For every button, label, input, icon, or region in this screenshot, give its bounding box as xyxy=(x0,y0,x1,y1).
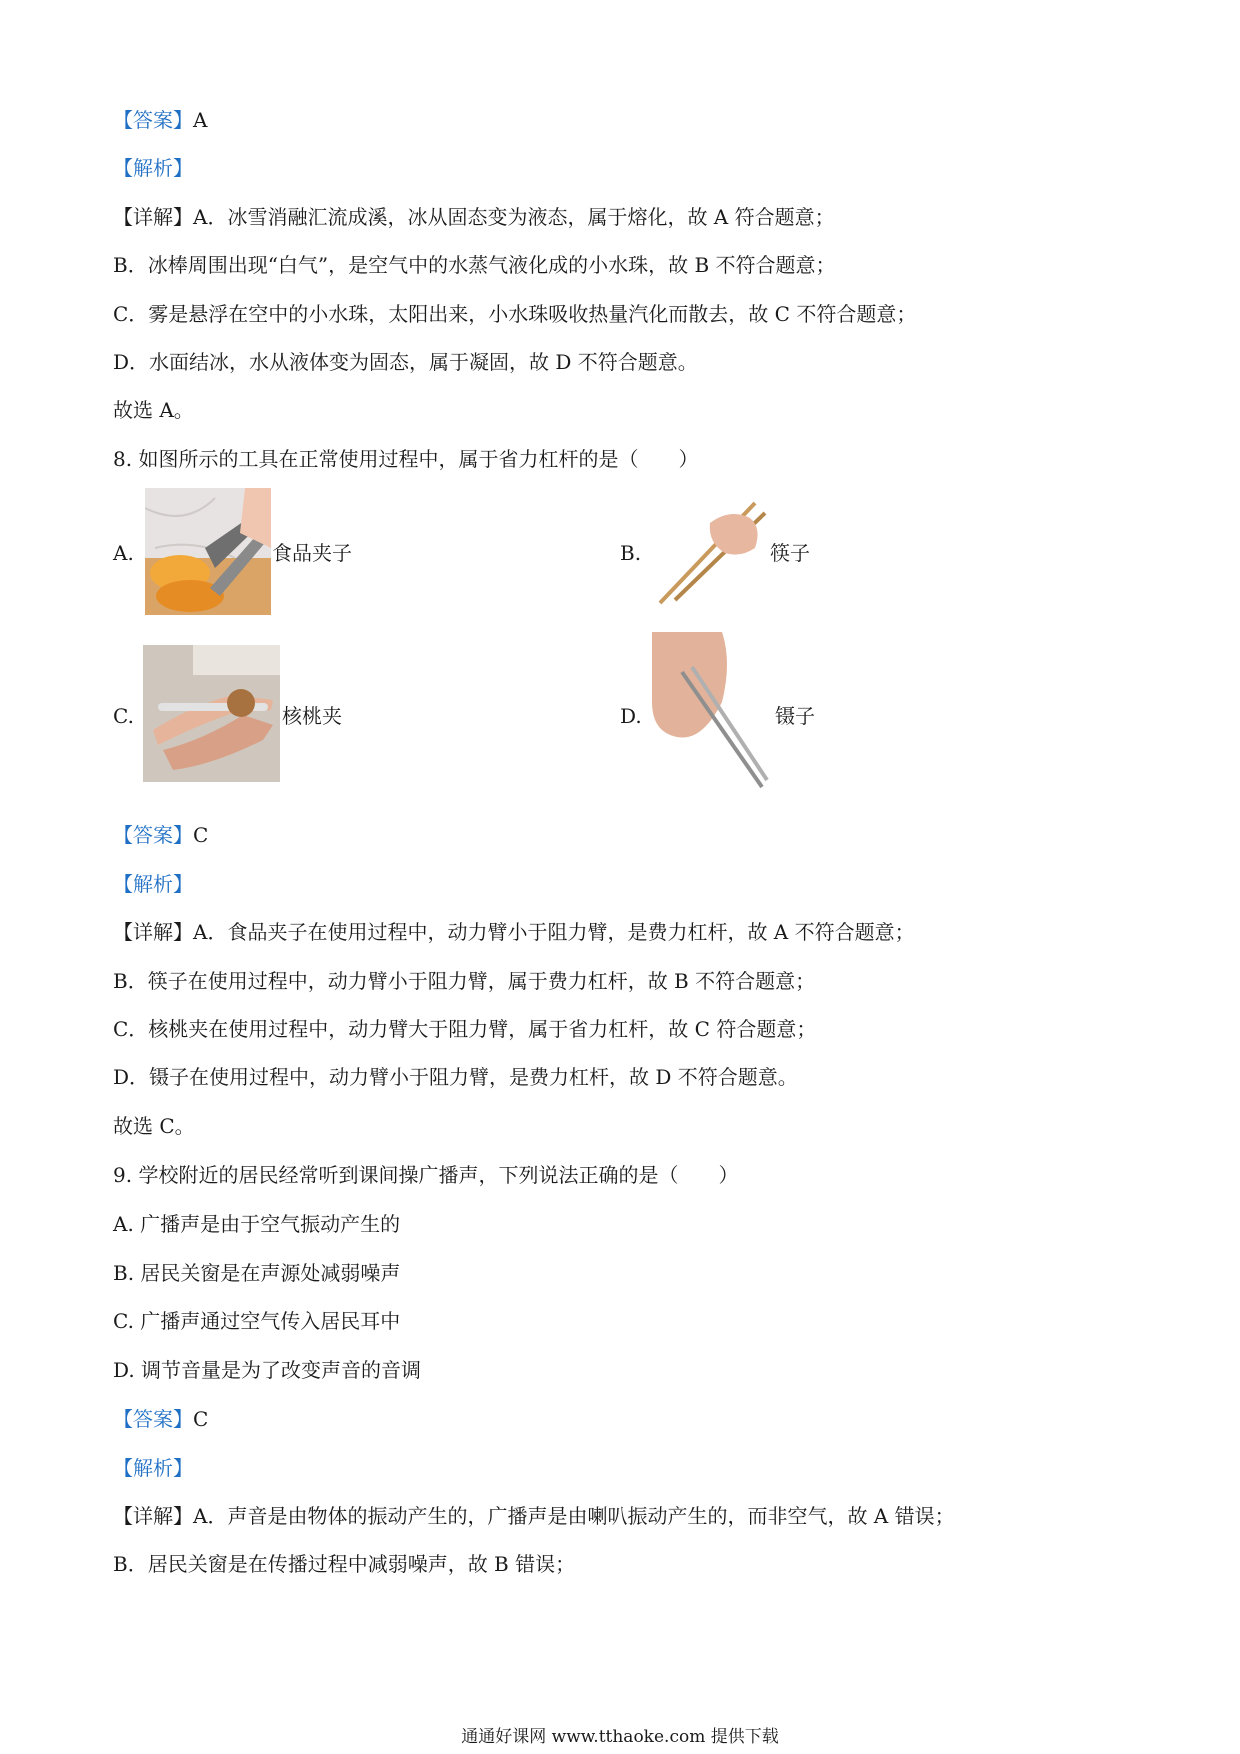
q8-option-d-label: 镊子 xyxy=(775,704,815,728)
chopsticks-image xyxy=(650,498,770,608)
q8-option-c-letter: C. xyxy=(113,704,134,728)
q9-answer xyxy=(113,1406,208,1432)
q8-option-c-label: 核桃夹 xyxy=(282,704,342,728)
answer-tag: 【答案】 xyxy=(113,1407,193,1431)
q8-option-d-letter: D. xyxy=(620,704,642,728)
q7-analysis-tag: 【解析】 xyxy=(113,156,193,180)
q8-detail-line-a: 【详解】A．食品夹子在使用过程中，动力臂小于阻力臂，是费力杠杆，故 A 不符合题意； xyxy=(113,920,915,944)
q9-option-a: A. 广播声是由于空气振动产生的 xyxy=(113,1212,401,1236)
food-tongs-image xyxy=(145,488,271,615)
q7-detail-line-a: 【详解】A．冰雪消融汇流成溪，冰从固态变为液态，属于熔化，故 A 符合题意； xyxy=(113,205,835,229)
q8-detail-line-c: C．核桃夹在使用过程中，动力臂大于阻力臂，属于省力杠杆，故 C 符合题意； xyxy=(113,1017,817,1041)
q9-option-c: C. 广播声通过空气传入居民耳中 xyxy=(113,1309,401,1333)
answer-value: C xyxy=(193,823,209,847)
q8-question: 8. 如图所示的工具在正常使用过程中，属于省力杠杆的是（ ） xyxy=(113,447,699,471)
q7-answer xyxy=(113,107,207,133)
q8-conclusion: 故选 C。 xyxy=(113,1114,195,1138)
q8-option-b-label: 筷子 xyxy=(770,541,810,565)
q9-detail-line-b: B．居民关窗是在传播过程中减弱噪声，故 B 错误； xyxy=(113,1552,576,1576)
q8-detail-line-d: D．镊子在使用过程中，动力臂小于阻力臂，是费力杠杆，故 D 不符合题意。 xyxy=(113,1065,798,1089)
q9-option-d: D. 调节音量是为了改变声音的音调 xyxy=(113,1358,422,1382)
detail-tag: 【详解】 xyxy=(113,205,193,229)
q9-question: 9. 学校附近的居民经常听到课间操广播声，下列说法正确的是（ ） xyxy=(113,1163,739,1187)
answer-value: C xyxy=(193,1407,209,1431)
q9-option-b: B. 居民关窗是在声源处减弱噪声 xyxy=(113,1261,401,1285)
q8-answer xyxy=(113,822,208,848)
answer-tag: 【答案】 xyxy=(113,823,193,847)
q9-detail-line-a: 【详解】A．声音是由物体的振动产生的，广播声是由喇叭振动产生的，而非空气，故 A 错误； xyxy=(113,1504,955,1528)
q8-option-a-letter: A. xyxy=(113,541,134,565)
q7-detail-line-c: C．雾是悬浮在空中的小水珠，太阳出来，小水珠吸收热量汽化而散去，故 C 不符合题意； xyxy=(113,302,917,326)
q8-analysis-tag: 【解析】 xyxy=(113,872,193,896)
answer-value: A xyxy=(193,108,208,132)
q8-detail-line-b: B．筷子在使用过程中，动力臂小于阻力臂，属于费力杠杆，故 B 不符合题意； xyxy=(113,969,816,993)
page-footer: 通通好课网 www.tthaoke.com 提供下载 xyxy=(461,1727,779,1747)
q9-analysis-tag: 【解析】 xyxy=(113,1456,193,1480)
q7-detail-line-d: D．水面结冰，水从液体变为固态，属于凝固，故 D 不符合题意。 xyxy=(113,350,698,374)
q8-option-a-label: 食品夹子 xyxy=(272,541,352,565)
tweezers-image xyxy=(652,632,772,792)
walnut-cracker-image xyxy=(143,645,280,782)
q8-option-b-letter: B. xyxy=(620,541,642,565)
answer-tag: 【答案】 xyxy=(113,108,193,132)
detail-tag: 【详解】 xyxy=(113,920,193,944)
q7-detail-line-b: B．冰棒周围出现“白气”，是空气中的水蒸气液化成的小水珠，故 B 不符合题意； xyxy=(113,253,836,277)
q7-conclusion: 故选 A。 xyxy=(113,398,194,422)
detail-tag: 【详解】 xyxy=(113,1504,193,1528)
